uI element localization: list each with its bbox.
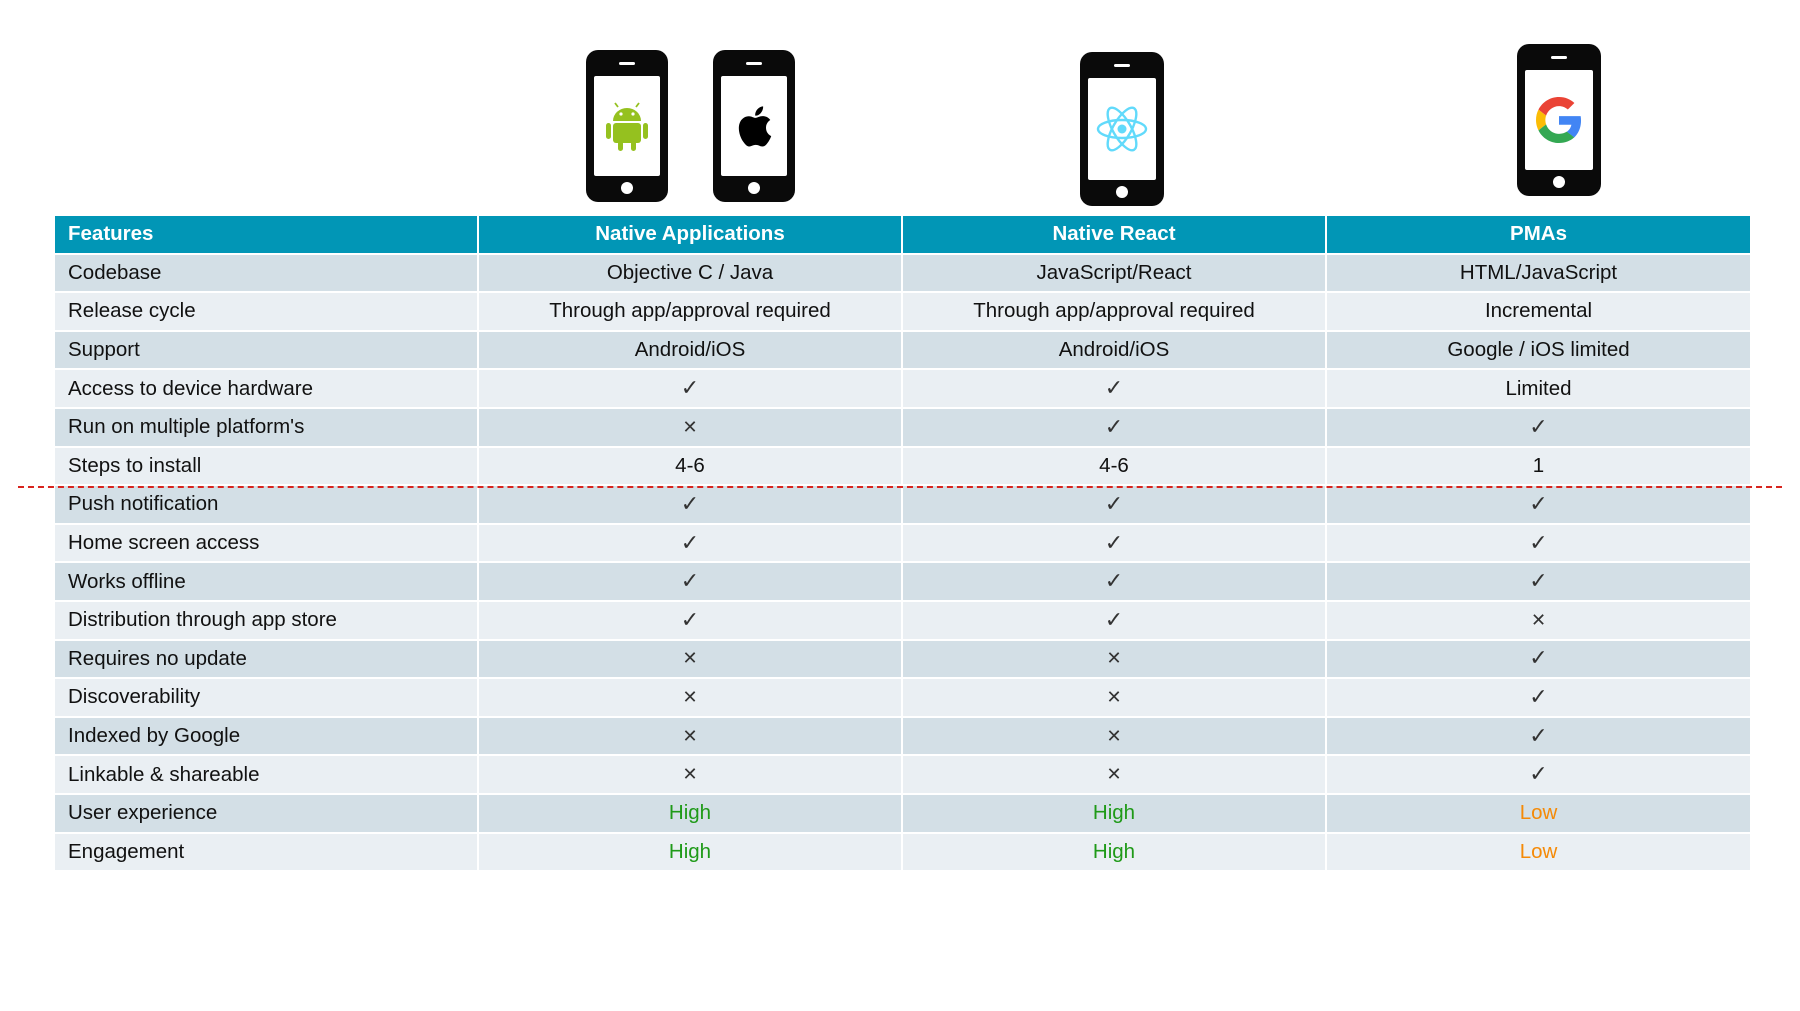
google-icon xyxy=(1536,97,1582,143)
feature-label: Linkable & shareable xyxy=(55,756,479,795)
value-text: 4-6 xyxy=(675,453,705,477)
value-cell xyxy=(903,756,1327,795)
value-cell xyxy=(1327,834,1750,873)
value-cell xyxy=(903,795,1327,834)
value-cell xyxy=(903,563,1327,602)
value-cell xyxy=(903,834,1327,873)
value-text: Incremental xyxy=(1484,299,1593,323)
android-phone xyxy=(586,50,668,202)
cross-icon: ✕ xyxy=(682,686,698,708)
cross-icon: ✕ xyxy=(1530,609,1547,631)
value-cell xyxy=(1327,448,1750,487)
divider-dashed-line xyxy=(18,486,1782,488)
feature-label: Indexed by Google xyxy=(55,718,479,757)
value-text: Google / iOS limited xyxy=(1447,338,1630,362)
apple-icon xyxy=(735,104,773,148)
table-row xyxy=(55,795,1750,834)
table-row xyxy=(55,525,1750,564)
value-cell xyxy=(1327,332,1750,371)
value-text: High xyxy=(1092,839,1136,863)
table-row xyxy=(55,563,1750,602)
value-cell xyxy=(903,486,1327,525)
table-row xyxy=(55,679,1750,718)
value-text: Limited xyxy=(1505,376,1572,400)
table-header-row xyxy=(55,216,1750,255)
table-row xyxy=(55,448,1750,487)
value-cell xyxy=(903,718,1327,757)
feature-label: Release cycle xyxy=(55,293,479,332)
react-icon xyxy=(1095,104,1149,154)
feature-label: User experience xyxy=(55,795,479,834)
value-text: JavaScript/React xyxy=(1036,260,1192,284)
value-text: Low xyxy=(1519,801,1558,825)
table-row xyxy=(55,332,1750,371)
check-icon: ✓ xyxy=(1529,491,1548,517)
cross-icon: ✕ xyxy=(1106,686,1122,708)
value-text: Low xyxy=(1519,839,1558,863)
value-cell xyxy=(1327,486,1750,525)
value-cell xyxy=(903,679,1327,718)
value-cell xyxy=(479,332,903,371)
feature-label: Access to device hardware xyxy=(55,370,479,409)
value-cell xyxy=(479,641,903,680)
value-cell xyxy=(479,448,903,487)
check-icon: ✓ xyxy=(680,491,700,517)
header-native-applications: Native Applications xyxy=(479,216,903,255)
check-icon: ✓ xyxy=(1529,723,1548,749)
value-cell xyxy=(479,293,903,332)
header-pmas: PMAs xyxy=(1327,216,1750,255)
value-cell xyxy=(479,718,903,757)
cross-icon: ✕ xyxy=(682,764,698,786)
feature-label: Engagement xyxy=(55,834,479,873)
value-cell xyxy=(1327,756,1750,795)
value-cell xyxy=(479,795,903,834)
value-cell xyxy=(903,525,1327,564)
value-cell xyxy=(1327,525,1750,564)
value-cell xyxy=(479,486,903,525)
check-icon: ✓ xyxy=(1529,414,1548,440)
value-cell xyxy=(479,525,903,564)
check-icon: ✓ xyxy=(1529,530,1548,556)
value-cell xyxy=(1327,718,1750,757)
value-cell xyxy=(903,602,1327,641)
cross-icon: ✕ xyxy=(1106,648,1122,670)
value-text: Through app/approval required xyxy=(549,299,831,323)
cross-icon: ✕ xyxy=(1106,725,1122,747)
table-row xyxy=(55,834,1750,873)
check-icon: ✓ xyxy=(1104,530,1124,556)
value-cell xyxy=(479,834,903,873)
check-icon: ✓ xyxy=(1104,376,1124,402)
cross-icon: ✕ xyxy=(682,416,698,438)
cross-icon: ✕ xyxy=(1106,764,1122,786)
check-icon: ✓ xyxy=(680,569,700,595)
value-cell xyxy=(479,370,903,409)
value-cell xyxy=(479,602,903,641)
value-text: Objective C / Java xyxy=(606,260,774,284)
cross-icon: ✕ xyxy=(682,648,698,670)
value-cell xyxy=(479,756,903,795)
check-icon: ✓ xyxy=(1529,762,1548,788)
feature-label: Push notification xyxy=(55,486,479,525)
check-icon: ✓ xyxy=(1529,569,1548,595)
cross-icon: ✕ xyxy=(682,725,698,747)
feature-label: Discoverability xyxy=(55,679,479,718)
check-icon: ✓ xyxy=(680,530,700,556)
value-cell xyxy=(479,679,903,718)
value-cell xyxy=(903,409,1327,448)
ios-phone xyxy=(713,50,795,202)
check-icon: ✓ xyxy=(1104,607,1124,633)
check-icon: ✓ xyxy=(680,607,700,633)
value-cell xyxy=(479,563,903,602)
check-icon: ✓ xyxy=(680,376,700,402)
value-cell xyxy=(1327,409,1750,448)
comparison-table xyxy=(55,216,1750,872)
value-cell xyxy=(1327,602,1750,641)
value-cell xyxy=(903,448,1327,487)
value-text: High xyxy=(668,801,712,825)
value-cell xyxy=(1327,563,1750,602)
check-icon: ✓ xyxy=(1104,414,1124,440)
value-cell xyxy=(1327,795,1750,834)
value-cell xyxy=(1327,255,1750,294)
check-icon: ✓ xyxy=(1529,684,1548,710)
feature-label: Home screen access xyxy=(55,525,479,564)
table-row xyxy=(55,486,1750,525)
value-text: 1 xyxy=(1532,453,1545,477)
value-cell xyxy=(903,255,1327,294)
value-cell xyxy=(903,641,1327,680)
header-native-react: Native React xyxy=(903,216,1327,255)
value-text: Through app/approval required xyxy=(973,299,1255,323)
table-row xyxy=(55,756,1750,795)
value-cell xyxy=(479,409,903,448)
check-icon: ✓ xyxy=(1529,646,1548,672)
value-cell xyxy=(1327,641,1750,680)
value-text: High xyxy=(1092,801,1136,825)
value-text: Android/iOS xyxy=(634,338,746,362)
value-cell xyxy=(903,293,1327,332)
feature-label: Codebase xyxy=(55,255,479,294)
table-row xyxy=(55,641,1750,680)
table-row xyxy=(55,293,1750,332)
value-cell xyxy=(903,332,1327,371)
table-row xyxy=(55,370,1750,409)
feature-label: Run on multiple platform's xyxy=(55,409,479,448)
value-cell xyxy=(1327,293,1750,332)
header-features: Features xyxy=(55,216,479,255)
feature-label: Requires no update xyxy=(55,641,479,680)
value-cell xyxy=(479,255,903,294)
feature-label: Steps to install xyxy=(55,448,479,487)
table-row xyxy=(55,409,1750,448)
check-icon: ✓ xyxy=(1104,569,1124,595)
value-text: HTML/JavaScript xyxy=(1459,260,1618,284)
value-cell xyxy=(903,370,1327,409)
pwa-phone xyxy=(1517,44,1601,196)
value-cell xyxy=(1327,679,1750,718)
value-text: High xyxy=(668,839,712,863)
react-native-phone xyxy=(1080,52,1164,206)
feature-label: Distribution through app store xyxy=(55,602,479,641)
table-body xyxy=(55,255,1750,873)
android-icon xyxy=(605,101,649,151)
value-text: Android/iOS xyxy=(1058,338,1170,362)
feature-label: Works offline xyxy=(55,563,479,602)
table-row xyxy=(55,255,1750,294)
table-row xyxy=(55,602,1750,641)
check-icon: ✓ xyxy=(1104,491,1124,517)
feature-label: Support xyxy=(55,332,479,371)
table-row xyxy=(55,718,1750,757)
value-cell xyxy=(1327,370,1750,409)
value-text: 4-6 xyxy=(1099,453,1129,477)
